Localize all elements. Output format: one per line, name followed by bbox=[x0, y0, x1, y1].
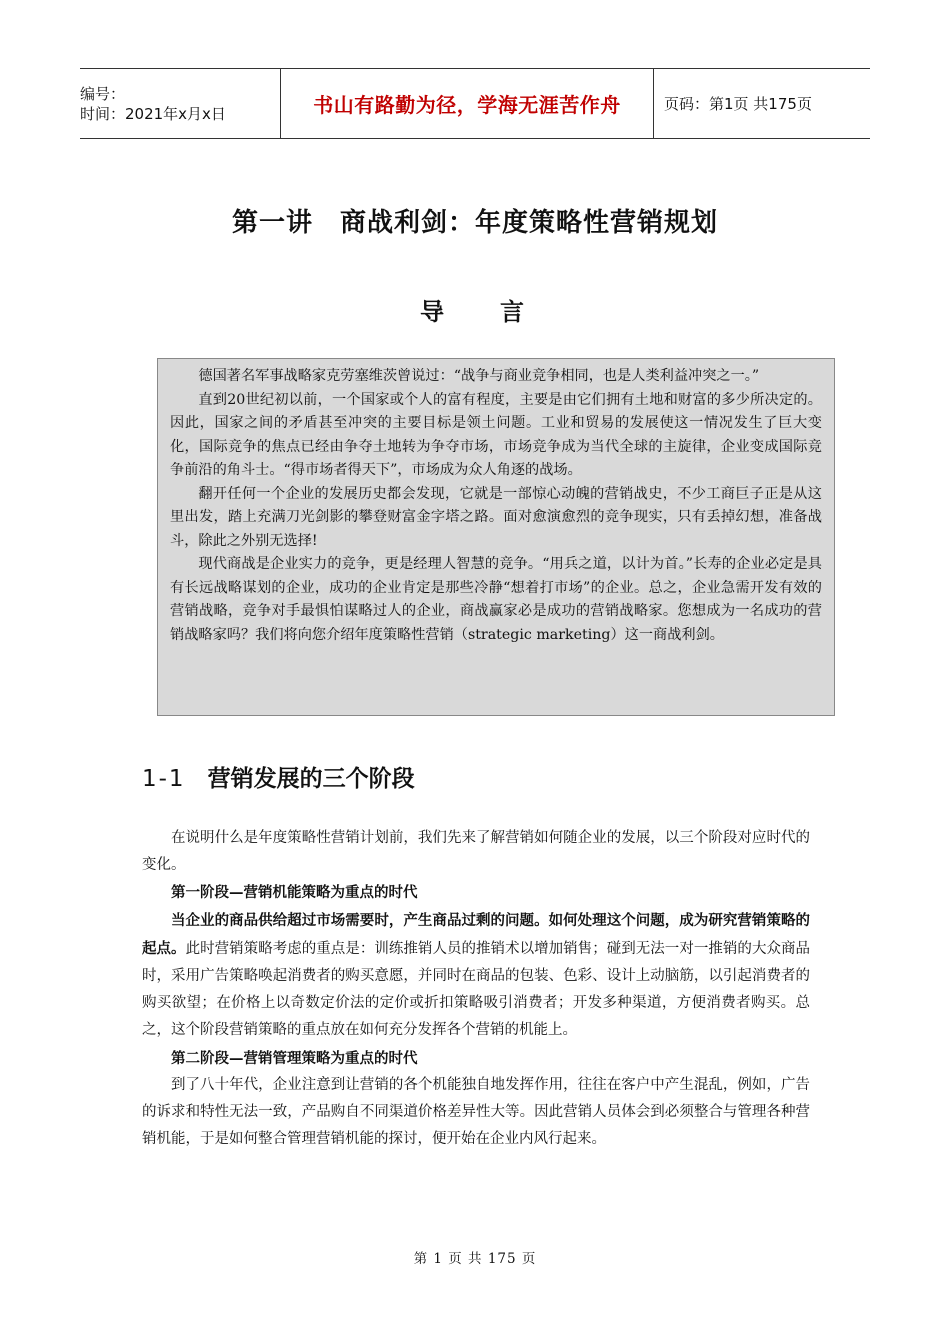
document-date: 时间：2021年x月x日 bbox=[80, 104, 226, 123]
document-number-label: 编号： bbox=[80, 84, 126, 103]
stage-heading: 第一阶段—营销机能策略为重点的时代 bbox=[171, 884, 418, 902]
header-info bbox=[80, 69, 280, 138]
header-motto: 书山有路勤为径，学海无涯苦作舟 bbox=[313, 93, 621, 117]
section-title-text: 营销发展的三个阶段 bbox=[207, 765, 415, 792]
header-page-number: 页码：第1页 共175页 bbox=[664, 95, 812, 113]
intro-paragraph: 直到20世纪初以前，一个国家或个人的富有程度，主要是由它们拥有土地和财富的多少所决定的。因此，国家之间的矛盾甚至冲突的主要目标是领土问题。工业和贸易的发展使这一情况发生了巨大变化，国际竞争的焦点已经由争夺土地转为争夺市场，市场竞争成为当代全球的主旋律，企业变成国际竞争前沿的角斗士。“得市场者得天下”，市场成为众人角逐的战场。 bbox=[170, 391, 822, 478]
intro-paragraph: 现代商战是企业实力的竞争，更是经理人智慧的竞争。“用兵之道，以计为首。”长寿的企业必定是具有长远战略谋划的企业，成功的企业肯定是那些冷静“想着打市场”的企业。总之，企业急需开发有效的营销战略，竞争对手最惧怕谋略过人的企业，商战赢家必是成功的营销战略家。您想成为一名成功的营销战略家吗？我们将向您介绍年度策略性营销（strategic marketing）这一商战利剑。 bbox=[170, 556, 822, 643]
intro-paragraph: 德国著名军事战略家克劳塞维茨曾说过：“战争与商业竞争相同，也是人类利益冲突之一。” bbox=[198, 368, 760, 384]
lecture-title: 第一讲 商战利剑：年度策略性营销规划 bbox=[231, 208, 718, 238]
section-number: 1-1 bbox=[142, 766, 186, 792]
body-content bbox=[142, 825, 810, 1153]
page-header bbox=[80, 68, 870, 139]
body-paragraph bbox=[142, 907, 810, 1045]
header-page-cell bbox=[654, 69, 870, 138]
page-footer: 第 1 页 共 175 页 bbox=[413, 1251, 537, 1267]
section-heading bbox=[142, 760, 415, 793]
intro-paragraph: 翻开任何一个企业的发展历史都会发现，它就是一部惊心动魄的营销战史，不少工商巨子正是从这里出发，踏上充满刀光剑影的攀登财富金字塔之路。面对愈演愈烈的竞争现实，只有丢掉幻想，准备战斗，除此之外别无选择! bbox=[170, 485, 822, 549]
stage-key-sentence: 当企业的商品供给超过市场需要时，产生商品过剩的问题。如何处理这个问题，成为研究营销策略的起点。 bbox=[142, 911, 810, 957]
intro-quote-box bbox=[157, 358, 835, 716]
stage-description: 此时营销策略考虑的重点是：训练推销人员的推销术以增加销售；碰到无法一对一推销的大众商品时，采用广告策略唤起消费者的购买意愿，并同时在商品的包装、色彩、设计上动脑筋，以引起消费者的购买欲望；在价格上以奇数定价法的定价或折扣策略吸引消费者；开发多种渠道，方便消费者购买。总之，这个阶段营销策略的重点放在如何充分发挥各个营销的机能上。 bbox=[142, 940, 811, 1039]
header-motto-cell bbox=[280, 69, 654, 138]
intro-heading: 导言 bbox=[420, 297, 580, 326]
stage-heading: 第二阶段—营销管理策略为重点的时代 bbox=[171, 1049, 418, 1067]
body-paragraph: 到了八十年代，企业注意到让营销的各个机能独自地发挥作用，往往在客户中产生混乱，例如，广告的诉求和特性无法一致，产品购自不同渠道价格差异性大等。因此营销人员体会到必须整合与管理各种营销机能，于是如何整合管理营销机能的探讨，便开始在企业内风行起来。 bbox=[142, 1076, 810, 1148]
body-paragraph: 在说明什么是年度策略性营销计划前，我们先来了解营销如何随企业的发展，以三个阶段对应时代的变化。 bbox=[142, 830, 810, 874]
